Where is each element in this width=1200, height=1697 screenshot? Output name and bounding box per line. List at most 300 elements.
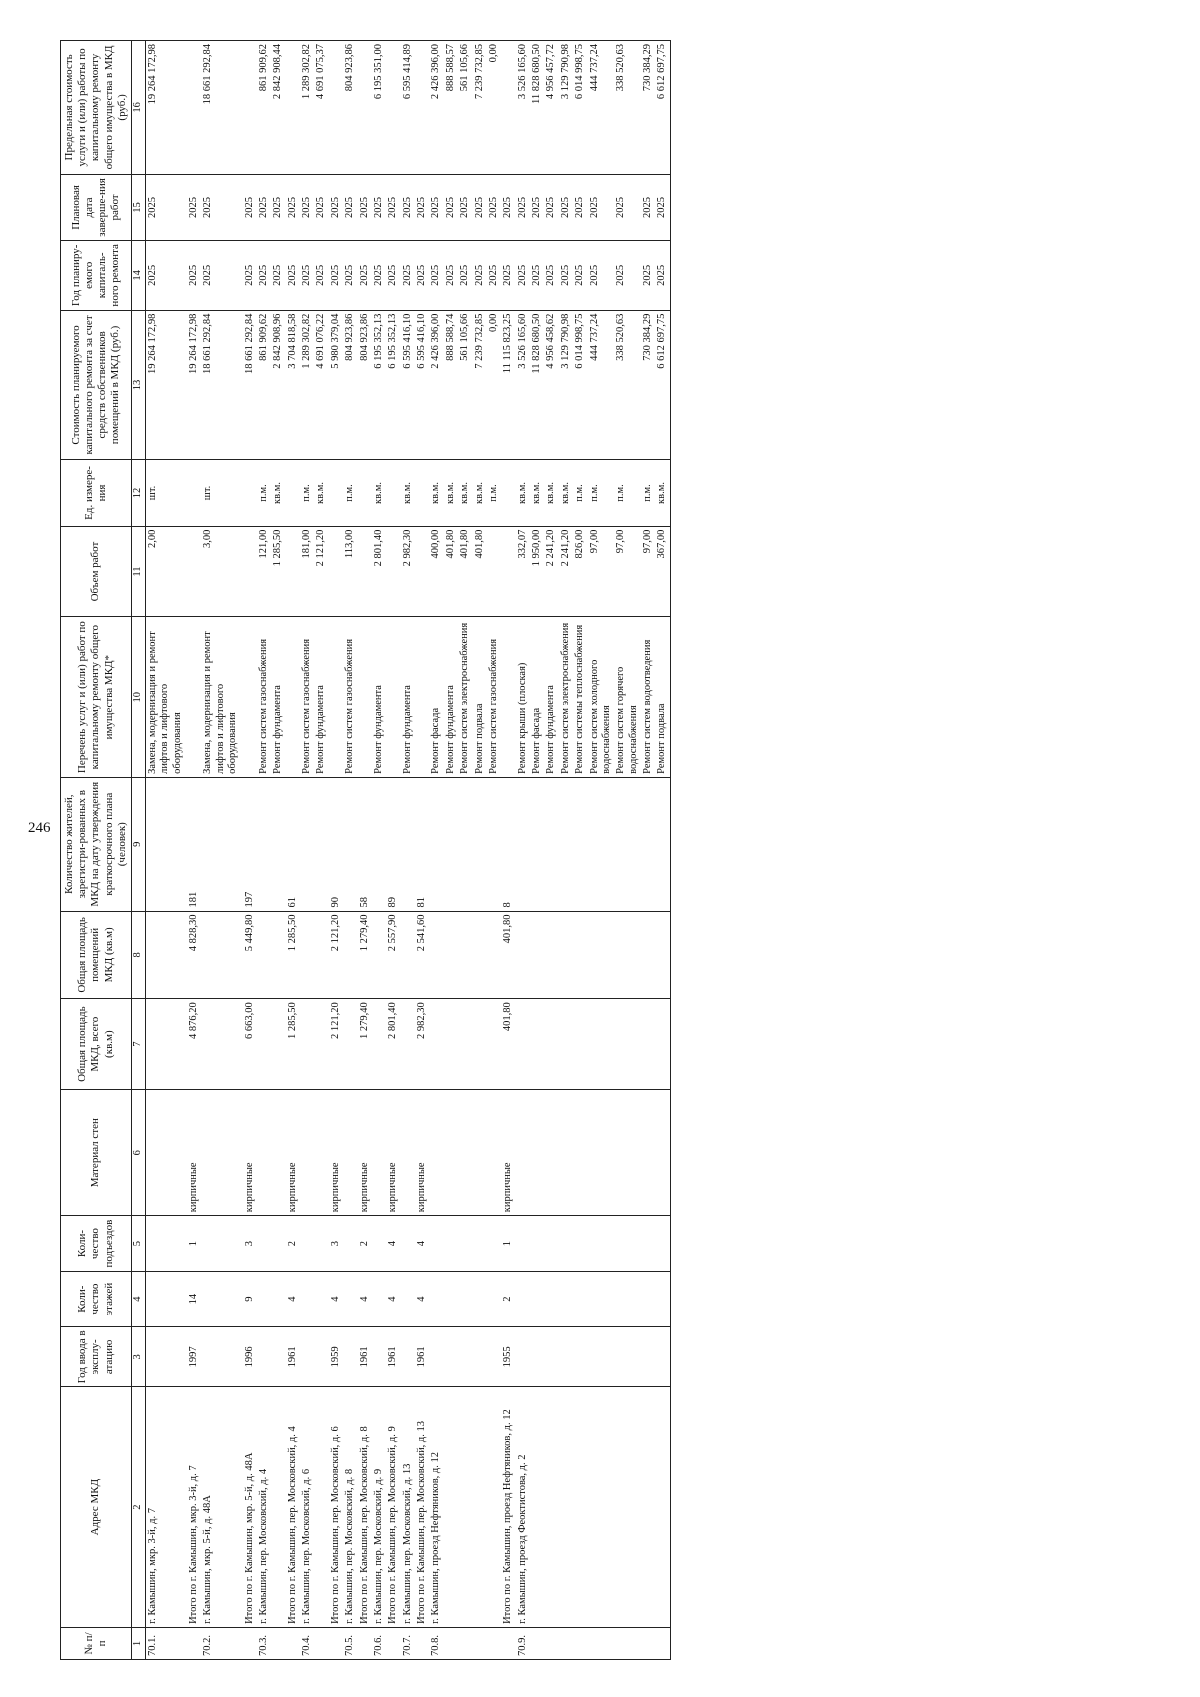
table-cell: 2025 [573, 241, 587, 311]
table-cell: 2025 [401, 241, 415, 311]
table-cell: 1955 [501, 1327, 515, 1387]
table-cell [271, 1090, 285, 1216]
table-cell [544, 1271, 558, 1327]
table-cell: 332,07 [516, 526, 530, 617]
table-cell [473, 1327, 487, 1387]
table-cell: 2025 [458, 174, 472, 240]
table-cell [429, 1216, 443, 1272]
table-cell [530, 999, 544, 1090]
table-cell: 2025 [458, 241, 472, 311]
table-cell: 4 691 075,37 [314, 41, 328, 175]
table-cell: 2025 [516, 174, 530, 240]
table-cell [588, 1387, 615, 1628]
table-cell [614, 1216, 641, 1272]
table-cell: кв.м. [516, 460, 530, 526]
column-header: Общая площадь МКД, всего (кв.м) [61, 999, 132, 1090]
table-cell [559, 1387, 573, 1628]
table-cell [614, 1090, 641, 1216]
table-cell [314, 1216, 328, 1272]
table-cell [641, 1327, 655, 1387]
table-cell: 2025 [187, 241, 201, 311]
column-number: 13 [131, 310, 145, 460]
table-cell [458, 1387, 472, 1628]
table-cell: п.м. [343, 460, 357, 526]
table-cell: 2025 [201, 174, 240, 240]
table-cell: 2,00 [145, 526, 185, 617]
table-cell: шт. [145, 460, 185, 526]
table-row [257, 41, 271, 1660]
table-cell: 2025 [544, 241, 558, 311]
column-header: Коли-чество этажей [61, 1271, 132, 1327]
table-cell [655, 1090, 670, 1216]
table-cell [588, 1271, 615, 1327]
column-number: 8 [131, 911, 145, 999]
table-cell [516, 911, 530, 999]
column-header: Количество жителей, зарегистри-рованных в МКД на дату утверждения краткосрочного плана (человек) [61, 777, 132, 911]
table-cell [444, 777, 458, 911]
table-cell: 2 241,20 [544, 526, 558, 617]
table-cell [655, 1216, 670, 1272]
table-cell [286, 617, 300, 777]
table-row [271, 41, 285, 1660]
table-cell [243, 41, 257, 175]
table-cell [386, 1627, 400, 1659]
table-cell [201, 999, 240, 1090]
table-cell: 2025 [271, 174, 285, 240]
column-header: № п/п [61, 1627, 132, 1659]
table-cell: кв.м. [271, 460, 285, 526]
table-cell: 2025 [286, 174, 300, 240]
table-cell: 2025 [473, 174, 487, 240]
table-row [300, 41, 314, 1660]
table-cell: 90 [329, 777, 343, 911]
table-cell [271, 777, 285, 911]
table-cell [386, 460, 400, 526]
table-cell: 113,00 [343, 526, 357, 617]
table-cell: кирпичные [243, 1090, 257, 1216]
table-cell: кв.м. [530, 460, 544, 526]
table-cell [429, 777, 443, 911]
table-cell: 3 129 790,98 [559, 310, 573, 460]
column-number: 10 [131, 617, 145, 777]
table-cell [614, 1327, 641, 1387]
table-cell [487, 911, 501, 999]
table-cell: кв.м. [655, 460, 670, 526]
table-cell: 2 426 396,00 [429, 310, 443, 460]
table-cell [573, 1387, 587, 1628]
table-cell [530, 911, 544, 999]
table-cell: п.м. [300, 460, 314, 526]
table-cell: 11 828 680,50 [530, 310, 544, 460]
table-cell [473, 1271, 487, 1327]
table-cell: Ремонт систем электроснабжения [458, 617, 472, 777]
table-cell [271, 911, 285, 999]
table-cell: 4 [386, 1271, 400, 1327]
table-cell: 89 [386, 777, 400, 911]
table-cell [257, 1271, 271, 1327]
table-cell: 1 285,50 [286, 999, 300, 1090]
table-cell [544, 1216, 558, 1272]
table-cell: 70.7. [401, 1627, 415, 1659]
table-cell: 2025 [444, 174, 458, 240]
table-cell: 3 [329, 1216, 343, 1272]
table-cell: кв.м. [444, 460, 458, 526]
table-row [655, 41, 670, 1660]
table-cell [487, 777, 501, 911]
table-row [458, 41, 472, 1660]
table-cell: 2025 [145, 174, 185, 240]
table-cell [314, 999, 328, 1090]
table-cell: 70.5. [343, 1627, 357, 1659]
column-number: 11 [131, 526, 145, 617]
table-body [145, 41, 670, 1660]
table-cell: 2025 [573, 174, 587, 240]
table-cell: 2025 [641, 174, 655, 240]
table-cell [257, 1216, 271, 1272]
table-cell [286, 526, 300, 617]
table-cell: 2025 [588, 241, 615, 311]
table-cell: г. Камышин, мкр. 3-й, д. 7 [145, 1387, 185, 1628]
table-cell: 1 279,40 [358, 999, 372, 1090]
table-cell [386, 41, 400, 175]
table-cell [372, 1327, 386, 1387]
table-cell [473, 911, 487, 999]
table-cell [372, 999, 386, 1090]
column-number: 14 [131, 241, 145, 311]
column-number: 15 [131, 174, 145, 240]
table-cell: кирпичные [415, 1090, 429, 1216]
table-cell: п.м. [573, 460, 587, 526]
column-header: Год ввода в эксплу-атацию [61, 1327, 132, 1387]
table-cell [655, 911, 670, 999]
column-number: 16 [131, 41, 145, 175]
table-cell [588, 1216, 615, 1272]
table-cell [559, 1327, 573, 1387]
table-cell: г. Камышин, проезд Феоктистова, д. 2 [516, 1387, 530, 1628]
table-cell [655, 777, 670, 911]
column-header: Плановая дата заверше-ния работ [61, 174, 132, 240]
table-cell [487, 1216, 501, 1272]
table-row [358, 41, 372, 1660]
table-row [573, 41, 587, 1660]
table-cell: 730 384,29 [641, 310, 655, 460]
table-cell: 888 588,57 [444, 41, 458, 175]
table-cell: 4 956 458,62 [544, 310, 558, 460]
table-cell: 2025 [444, 241, 458, 311]
column-header: Стоимость планируемого капитального ремонта за счет средств собственников помещений в МКД (руб.) [61, 310, 132, 460]
table-cell [358, 1627, 372, 1659]
table-cell: 6 014 998,75 [573, 41, 587, 175]
table-cell [501, 1627, 515, 1659]
table-row [588, 41, 615, 1660]
table-cell: 338 520,63 [614, 41, 641, 175]
table-cell: 7 239 732,85 [473, 310, 487, 460]
table-cell [544, 911, 558, 999]
table-cell [343, 999, 357, 1090]
table-row [145, 41, 185, 1660]
table-cell: 561 105,66 [458, 310, 472, 460]
table-cell [487, 1271, 501, 1327]
table-cell: 2 982,30 [401, 526, 415, 617]
table-cell: 2 [358, 1216, 372, 1272]
table-cell [187, 617, 201, 777]
table-cell [243, 526, 257, 617]
table-cell: 861 909,62 [257, 310, 271, 460]
table-row [386, 41, 400, 1660]
table-cell [444, 1271, 458, 1327]
table-cell [458, 911, 472, 999]
table-cell [429, 999, 443, 1090]
table-cell [573, 1271, 587, 1327]
table-cell [641, 1090, 655, 1216]
table-cell: 2025 [530, 241, 544, 311]
table-cell [559, 777, 573, 911]
table-row [444, 41, 458, 1660]
table-cell: 19 264 172,98 [145, 310, 185, 460]
table-cell: 2025 [286, 241, 300, 311]
table-cell [314, 777, 328, 911]
table-cell [559, 999, 573, 1090]
column-header: Перечень услуг и (или) работ по капитальному ремонту общего имущества МКД* [61, 617, 132, 777]
table-cell [314, 1271, 328, 1327]
table-cell [271, 999, 285, 1090]
table-row [314, 41, 328, 1660]
table-cell: 5 449,80 [243, 911, 257, 999]
table-row [516, 41, 530, 1660]
table-cell: 0,00 [487, 310, 501, 460]
table-cell [641, 777, 655, 911]
rotated-table-container [60, 40, 1160, 1660]
table-cell: Ремонт фундамента [401, 617, 415, 777]
table-cell [372, 911, 386, 999]
table-cell [401, 777, 415, 911]
table-cell [271, 1327, 285, 1387]
table-cell: 1 [187, 1216, 201, 1272]
table-cell: 2025 [358, 174, 372, 240]
table-cell [588, 1090, 615, 1216]
table-row [329, 41, 343, 1660]
table-cell [588, 777, 615, 911]
table-cell: 2025 [559, 174, 573, 240]
table-cell: Итого по г. Камышин, пер. Московский, д. 8 [358, 1387, 372, 1628]
table-row [187, 41, 201, 1660]
table-cell: 3 704 818,58 [286, 310, 300, 460]
table-cell [559, 1216, 573, 1272]
table-cell: Ремонт фасада [429, 617, 443, 777]
table-cell [201, 777, 240, 911]
table-cell [329, 617, 343, 777]
table-cell: 1 950,00 [530, 526, 544, 617]
table-cell [358, 617, 372, 777]
table-cell [573, 911, 587, 999]
table-cell: 561 105,66 [458, 41, 472, 175]
table-cell: 6 014 998,75 [573, 310, 587, 460]
table-cell: 181,00 [300, 526, 314, 617]
table-cell [343, 777, 357, 911]
table-cell [314, 1627, 328, 1659]
table-cell: Ремонт фундамента [544, 617, 558, 777]
table-cell [415, 1627, 429, 1659]
table-cell [487, 1387, 501, 1628]
table-cell: 58 [358, 777, 372, 911]
table-cell [487, 1327, 501, 1387]
table-cell: 401,80 [458, 526, 472, 617]
table-cell: п.м. [257, 460, 271, 526]
table-cell: 6 663,00 [243, 999, 257, 1090]
table-cell: Ремонт систем водоотведения [641, 617, 655, 777]
table-cell [429, 1327, 443, 1387]
table-cell: 3,00 [201, 526, 240, 617]
table-cell: Итого по г. Камышин, мкр. 3-й, д. 7 [187, 1387, 201, 1628]
table-row [401, 41, 415, 1660]
table-cell: 97,00 [614, 526, 641, 617]
table-cell: Замена, модернизация и ремонт лифтов и лифтового оборудования [201, 617, 240, 777]
table-cell: 197 [243, 777, 257, 911]
table-cell: Ремонт фундамента [314, 617, 328, 777]
table-cell [372, 777, 386, 911]
table-cell: 6 195 352,13 [386, 310, 400, 460]
table-cell [458, 1216, 472, 1272]
table-cell: Ремонт системы теплоснабжения [573, 617, 587, 777]
table-row [372, 41, 386, 1660]
column-number: 9 [131, 777, 145, 911]
table-cell [145, 777, 185, 911]
table-cell: 70.1. [145, 1627, 185, 1659]
table-cell [516, 1216, 530, 1272]
table-cell: 401,80 [501, 911, 515, 999]
table-cell [372, 1090, 386, 1216]
table-cell: Итого по г. Камышин, пер. Московский, д. 9 [386, 1387, 400, 1628]
table-cell: 2 842 908,96 [271, 310, 285, 460]
table-cell [516, 1090, 530, 1216]
table-cell: 2025 [187, 174, 201, 240]
table-cell [641, 1216, 655, 1272]
table-cell [300, 1327, 314, 1387]
table-cell [473, 1216, 487, 1272]
table-cell: 2025 [473, 241, 487, 311]
table-cell [271, 1271, 285, 1327]
column-header: Материал стен [61, 1090, 132, 1216]
table-cell [415, 41, 429, 175]
table-cell: 4 828,30 [187, 911, 201, 999]
table-row [429, 41, 443, 1660]
table-cell: 3 526 165,60 [516, 310, 530, 460]
table-cell [429, 1090, 443, 1216]
table-cell: Ремонт систем горячего водоснабжения [614, 617, 641, 777]
table-cell: 2025 [243, 241, 257, 311]
table-cell [243, 617, 257, 777]
table-cell: 2025 [386, 174, 400, 240]
table-cell [201, 1327, 240, 1387]
table-cell: 2025 [343, 241, 357, 311]
table-cell [473, 1090, 487, 1216]
table-cell [271, 1387, 285, 1628]
table-cell: 11 828 680,50 [530, 41, 544, 175]
table-cell: 2025 [257, 241, 271, 311]
table-cell: Ремонт подвала [473, 617, 487, 777]
table-cell: 7 239 732,85 [473, 41, 487, 175]
table-cell: 2025 [559, 241, 573, 311]
column-number: 12 [131, 460, 145, 526]
table-cell: 2025 [243, 174, 257, 240]
table-cell [641, 1627, 655, 1659]
table-cell: 1961 [358, 1327, 372, 1387]
table-cell [343, 1327, 357, 1387]
table-cell [588, 911, 615, 999]
table-cell: 2025 [329, 241, 343, 311]
table-cell [201, 911, 240, 999]
table-row [641, 41, 655, 1660]
table-cell: г. Камышин, мкр. 5-й, д. 48А [201, 1387, 240, 1628]
table-cell: 2 557,90 [386, 911, 400, 999]
table-cell [487, 1090, 501, 1216]
table-cell: г. Камышин, пер. Московский, д. 6 [300, 1387, 314, 1628]
table-header [61, 41, 146, 1660]
table-cell [386, 617, 400, 777]
table-cell: п.м. [614, 460, 641, 526]
table-cell [257, 777, 271, 911]
table-cell [444, 911, 458, 999]
table-cell: кирпичные [329, 1090, 343, 1216]
table-cell: 1961 [386, 1327, 400, 1387]
table-cell: 4 [415, 1271, 429, 1327]
table-cell [343, 1271, 357, 1327]
table-row [614, 41, 641, 1660]
table-cell: 2025 [544, 174, 558, 240]
table-cell: 444 737,24 [588, 310, 615, 460]
table-cell [487, 526, 501, 617]
table-cell: п.м. [588, 460, 615, 526]
table-row [473, 41, 487, 1660]
table-cell: 3 129 790,98 [559, 41, 573, 175]
table-cell [487, 1627, 501, 1659]
table-cell: кв.м. [314, 460, 328, 526]
table-cell [145, 999, 185, 1090]
table-row [501, 41, 515, 1660]
column-number-row [131, 41, 145, 1660]
table-cell: 181 [187, 777, 201, 911]
table-cell: 2025 [641, 241, 655, 311]
table-cell: 2025 [401, 174, 415, 240]
table-cell [588, 999, 615, 1090]
table-cell: кирпичные [358, 1090, 372, 1216]
table-cell: 2025 [655, 174, 670, 240]
table-cell [458, 1627, 472, 1659]
table-cell: 2025 [300, 174, 314, 240]
table-cell: 1961 [286, 1327, 300, 1387]
table-cell [300, 777, 314, 911]
table-cell: 804 923,86 [343, 310, 357, 460]
column-number: 1 [131, 1627, 145, 1659]
table-cell [544, 1387, 558, 1628]
table-cell: Итого по г. Камышин, проезд Нефтяников, д. 12 [501, 1387, 515, 1628]
table-cell [544, 1090, 558, 1216]
table-cell: 2025 [300, 241, 314, 311]
table-row [201, 41, 240, 1660]
table-cell [501, 617, 515, 777]
column-header: Объем работ [61, 526, 132, 617]
table-cell: 6 612 697,75 [655, 41, 670, 175]
table-cell: 11 115 823,25 [501, 310, 515, 460]
table-row [530, 41, 544, 1660]
table-cell [187, 460, 201, 526]
table-cell [544, 999, 558, 1090]
table-cell: 18 661 292,84 [201, 310, 240, 460]
table-cell [641, 911, 655, 999]
table-cell [372, 1216, 386, 1272]
table-cell [444, 999, 458, 1090]
table-cell: 9 [243, 1271, 257, 1327]
